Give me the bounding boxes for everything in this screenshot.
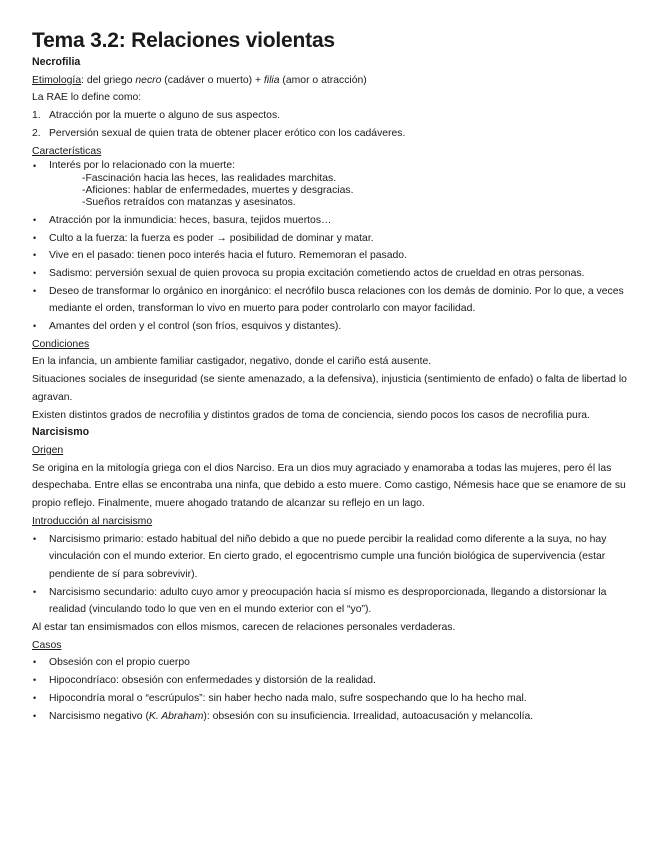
author-name: K. Abraham bbox=[148, 710, 204, 722]
list-item-text: Interés por lo relacionado con la muerte: bbox=[49, 160, 235, 172]
paragraph: Situaciones sociales de inseguridad (se siente amenazado, a la defensiva), injusticia (sentimiento de enfado) o falta de libertad lo agravan. bbox=[32, 374, 627, 403]
document-page bbox=[32, 28, 632, 725]
introduccion-list bbox=[32, 531, 632, 620]
etymology-text-b: (cadáver o muerto) + bbox=[161, 74, 264, 86]
list-item: • Culto a la fuerza: la fuerza es poder → posibilidad de dominar y matar. bbox=[32, 230, 632, 248]
subheading-origen: Origen bbox=[32, 444, 64, 456]
list-item: • Hipocondríaco: obsesión con enfermedades y distorsión de la realidad. bbox=[32, 672, 632, 690]
etymology-necro: necro bbox=[135, 74, 162, 86]
list-item: • Deseo de transformar lo orgánico en inorgánico: el necrófilo busca relaciones con los demás de dominio. Por lo que, a veces mediante el orden, transforman lo vivo en muerto para poder controlarlo con mayor facilidad. bbox=[32, 283, 632, 318]
subheading-caracteristicas: Características bbox=[32, 145, 102, 157]
etymology-text-c: (amor o atracción) bbox=[279, 74, 367, 86]
definition-text: Atracción por la muerte o alguno de sus aspectos. bbox=[49, 110, 281, 122]
definition-number: 2. bbox=[32, 127, 41, 139]
definition-item bbox=[32, 107, 632, 125]
list-item-text-a: Narcisismo negativo ( bbox=[49, 710, 149, 722]
list-item: • Obsesión con el propio cuerpo bbox=[32, 654, 632, 672]
etymology-filia: filia bbox=[263, 74, 280, 86]
list-item: • Sadismo: perversión sexual de quien provoca su propia excitación cometiendo actos de crueldad en otras personas. bbox=[32, 265, 632, 283]
definition-number: 1. bbox=[32, 110, 41, 122]
list-item: • Narcisismo primario: estado habitual del niño debido a que no puede percibir la realidad como diferente a la suya, no hay vinculación con el mundo exterior. En cierto grado, el egocentrismo cumple una función biológica de supervivencia (estar pendiente de sí para sobrevivir). bbox=[32, 531, 632, 584]
definition-list bbox=[32, 107, 632, 142]
paragraph: Al estar tan ensimismados con ellos mismos, carecen de relaciones personales verdaderas. bbox=[32, 622, 456, 634]
section-heading-necrofilia: Necrofilia bbox=[32, 56, 81, 68]
rae-intro: La RAE lo define como: bbox=[32, 92, 142, 104]
list-item: • Atracción por la inmundicia: heces, basura, tejidos muertos… bbox=[32, 212, 632, 230]
list-item: • Amantes del orden y el control (son fríos, esquivos y distantes). bbox=[32, 318, 632, 336]
subheading-introduccion: Introducción al narcisismo bbox=[32, 515, 153, 527]
casos-list bbox=[32, 654, 632, 725]
caracteristicas-list bbox=[32, 160, 632, 336]
sublist-item: -Aficiones: hablar de enfermedades, muertes y desgracias. bbox=[82, 185, 354, 197]
etymology-label: Etimología bbox=[32, 74, 82, 86]
sublist-item: -Fascinación hacia las heces, las realidades marchitas. bbox=[82, 172, 337, 184]
list-item-text-b: ): obsesión con su insuficiencia. Irrealidad, autoacusación y melancolía. bbox=[203, 710, 534, 722]
sublist bbox=[49, 173, 632, 210]
etymology-line bbox=[32, 72, 632, 90]
list-item: • Vive en el pasado: tienen poco interés hacia el futuro. Rememoran el pasado. bbox=[32, 247, 632, 265]
paragraph: Se origina en la mitología griega con el dios Narciso. Era un dios muy agraciado y enamoraba a todas las mujeres, pero él las despechaba. Entre ellas se encontraba una ninfa, que debido a esto muere. Como castigo, Némesis hace que se enamore de su propio reflejo. Finalmente, muere ahogado tratando de alcanzar su reflejo en un lago. bbox=[32, 462, 626, 510]
list-item: • Narcisismo secundario: adulto cuyo amor y preocupación hacia sí mismo es desproporcionada, llegando a distorsionar la realidad (vinculando todo lo que ven en el mundo exterior con el “yo”). bbox=[32, 584, 632, 619]
section-heading-narcisismo: Narcisismo bbox=[32, 426, 90, 439]
subheading-condiciones: Condiciones bbox=[32, 338, 90, 350]
definition-item bbox=[32, 125, 632, 143]
paragraph: Existen distintos grados de necrofilia y distintos grados de toma de conciencia, siendo pocos los casos de necrofilia pura. bbox=[32, 409, 590, 421]
subheading-casos: Casos bbox=[32, 639, 62, 651]
list-item bbox=[32, 160, 632, 210]
list-item: • Hipocondría moral o “escrúpulos”: sin haber hecho nada malo, sufre sospechando que lo ha hecho mal. bbox=[32, 690, 632, 708]
definition-text: Perversión sexual de quien trata de obtener placer erótico con los cadáveres. bbox=[49, 127, 406, 139]
etymology-text-a: : del griego bbox=[81, 74, 136, 86]
sublist-item: -Sueños retraídos con matanzas y asesinatos. bbox=[82, 197, 296, 209]
list-item bbox=[32, 708, 632, 726]
paragraph: En la infancia, un ambiente familiar castigador, negativo, donde el cariño está ausente. bbox=[32, 356, 432, 368]
page-title: Tema 3.2: Relaciones violentas bbox=[32, 29, 335, 52]
